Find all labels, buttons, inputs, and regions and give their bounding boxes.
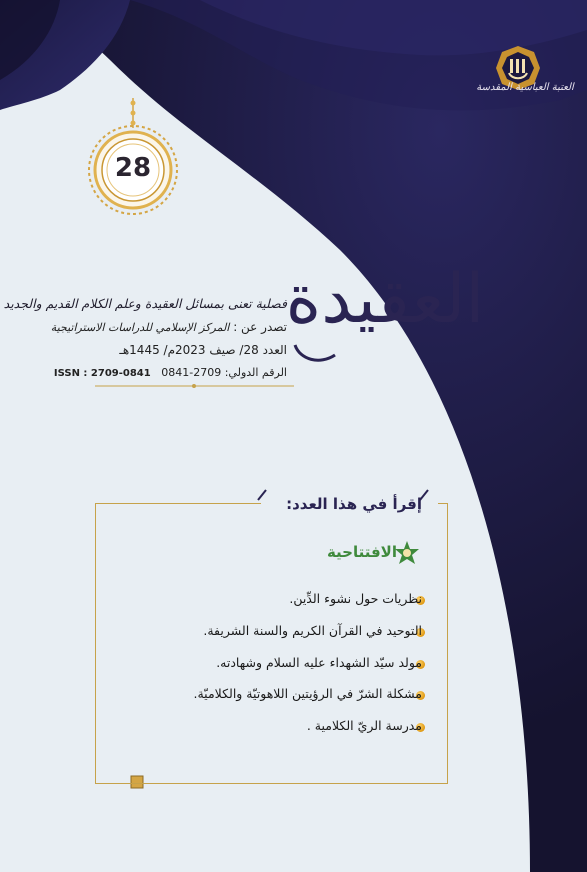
editorial-section-title: الافتتاحية — [326, 543, 397, 561]
publisher-line — [51, 320, 287, 334]
magazine-title: العقيدة — [285, 260, 485, 339]
issue-info: العدد 28/ صيف 2023م/ 1445هـ — [119, 343, 287, 357]
issue-number: 28 — [114, 153, 152, 183]
issn-label: الرقم الدولي: 2709-0841 — [161, 366, 287, 379]
toc-border-top-left — [95, 503, 261, 504]
issn-line — [54, 366, 287, 379]
toc-item: نظريات حول نشوء الدِّين. — [289, 591, 422, 606]
magazine-subtitle: فصلية تعنى بمسائل العقيدة وعلم الكلام القديم والجديد — [3, 296, 287, 311]
issn-code: ISSN : 2709-0841 — [53, 368, 151, 379]
toc-item: مولد سيّد الشهداء عليه السلام وشهادته. — [216, 655, 422, 670]
publisher-name: المركز الإسلامي للدراسات الاستراتيجية — [50, 321, 230, 334]
toc-border-top-right — [438, 503, 447, 504]
toc-item: مدرسة الريّ الكلامية . — [306, 718, 422, 733]
logo-caption: العتبة العباسية المقدسة — [476, 82, 574, 93]
publisher-prefix: تصدر عن : — [233, 320, 287, 334]
toc-item: التوحيد في القرآن الكريم والسنة الشريفة. — [203, 623, 422, 638]
toc-heading: إقرأ في هذا العدد: — [286, 495, 422, 513]
toc-item: مشكلة الشرّ في الرؤيتين اللاهوتيّة والكلاميّة. — [193, 686, 422, 701]
